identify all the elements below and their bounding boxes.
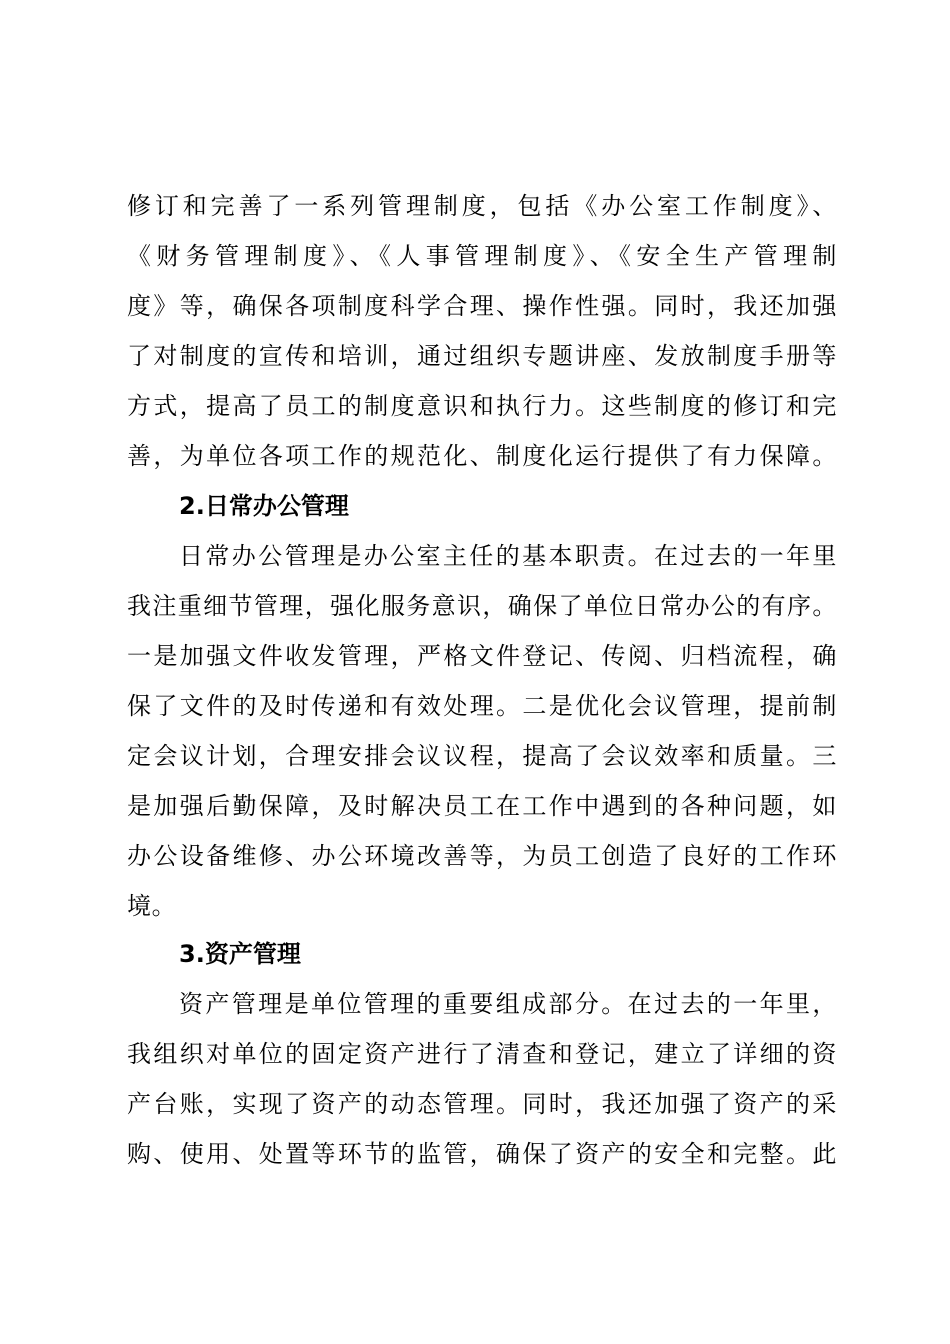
paragraph-line: 度》等，确保各项制度科学合理、操作性强。同时，我还加强 [127, 292, 837, 320]
paragraph-line: 方式，提高了员工的制度意识和执行力。这些制度的修订和完 [127, 392, 837, 420]
paragraph-line: 办公设备维修、办公环境改善等，为员工创造了良好的工作环 [127, 842, 837, 870]
paragraph-line: 保了文件的及时传递和有效处理。二是优化会议管理，提前制 [127, 692, 837, 720]
paragraph-line: 定会议计划，合理安排会议议程，提高了会议效率和质量。三 [127, 742, 837, 770]
paragraph-line: 我组织对单位的固定资产进行了清查和登记，建立了详细的资 [127, 1040, 837, 1068]
paragraph-line: 一是加强文件收发管理，严格文件登记、传阅、归档流程，确 [127, 642, 837, 670]
paragraph-line: 产台账，实现了资产的动态管理。同时，我还加强了资产的采 [127, 1090, 837, 1118]
paragraph-line: 修订和完善了一系列管理制度，包括《办公室工作制度》、 [127, 192, 837, 220]
paragraph-line: 是加强后勤保障，及时解决员工在工作中遇到的各种问题，如 [127, 792, 837, 820]
section-heading: 2.日常办公管理 [179, 492, 349, 520]
paragraph-line: 我注重细节管理，强化服务意识，确保了单位日常办公的有序。 [127, 592, 837, 620]
paragraph-line: 购、使用、处置等环节的监管，确保了资产的安全和完整。此 [127, 1140, 837, 1168]
section-heading: 3.资产管理 [179, 940, 301, 968]
paragraph-line: 了对制度的宣传和培训，通过组织专题讲座、发放制度手册等 [127, 342, 837, 370]
paragraph-line: 日常办公管理是办公室主任的基本职责。在过去的一年里 [179, 542, 837, 570]
paragraph-line: 《财务管理制度》、《人事管理制度》、《安全生产管理制 [127, 242, 837, 270]
paragraph-line: 资产管理是单位管理的重要组成部分。在过去的一年里， [179, 990, 837, 1018]
paragraph-line: 善，为单位各项工作的规范化、制度化运行提供了有力保障。 [127, 442, 837, 470]
paragraph-line: 境。 [127, 892, 177, 920]
